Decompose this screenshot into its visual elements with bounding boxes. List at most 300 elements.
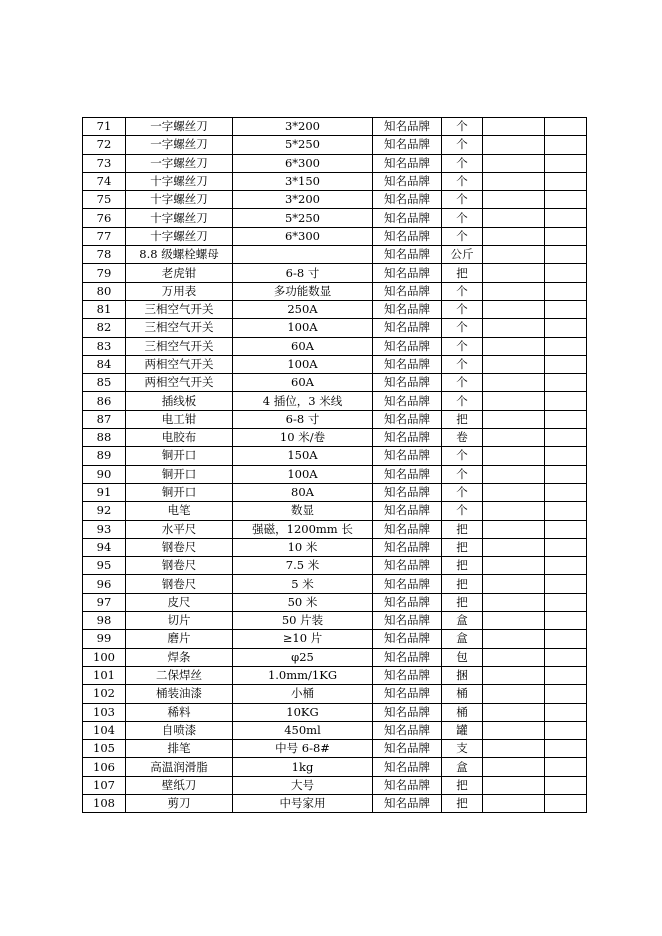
- cell-spec: 60A: [233, 374, 373, 392]
- cell-spec: 100A: [233, 355, 373, 373]
- cell-item-name: 铜开口: [126, 447, 233, 465]
- cell-item-name: 十字螺丝刀: [126, 172, 233, 190]
- table-row: [83, 447, 587, 465]
- cell-brand: 知名品牌: [373, 227, 442, 245]
- cell-spec: 6-8 寸: [233, 264, 373, 282]
- cell-empty-7: [545, 758, 587, 776]
- cell-empty-7: [545, 191, 587, 209]
- cell-spec: 小桶: [233, 685, 373, 703]
- cell-empty-6: [483, 776, 545, 794]
- cell-unit: 桶: [442, 703, 483, 721]
- cell-unit: 卷: [442, 429, 483, 447]
- cell-unit: 盒: [442, 758, 483, 776]
- cell-item-name: 排笔: [126, 740, 233, 758]
- cell-empty-7: [545, 557, 587, 575]
- table-row: [83, 392, 587, 410]
- cell-spec: 100A: [233, 465, 373, 483]
- table-row: [83, 282, 587, 300]
- cell-unit: 把: [442, 557, 483, 575]
- cell-unit: 个: [442, 172, 483, 190]
- cell-number: 104: [83, 721, 126, 739]
- cell-brand: 知名品牌: [373, 136, 442, 154]
- cell-item-name: 二保焊丝: [126, 666, 233, 684]
- cell-empty-7: [545, 209, 587, 227]
- table-row: [83, 612, 587, 630]
- cell-item-name: 稀料: [126, 703, 233, 721]
- cell-empty-7: [545, 300, 587, 318]
- cell-brand: 知名品牌: [373, 118, 442, 136]
- cell-empty-6: [483, 575, 545, 593]
- cell-empty-7: [545, 465, 587, 483]
- cell-spec: ≥10 片: [233, 630, 373, 648]
- cell-empty-6: [483, 666, 545, 684]
- cell-empty-6: [483, 154, 545, 172]
- cell-number: 74: [83, 172, 126, 190]
- cell-spec: 7.5 米: [233, 557, 373, 575]
- cell-empty-6: [483, 209, 545, 227]
- cell-item-name: 一字螺丝刀: [126, 118, 233, 136]
- table-row: [83, 209, 587, 227]
- cell-item-name: 万用表: [126, 282, 233, 300]
- cell-number: 84: [83, 355, 126, 373]
- cell-number: 86: [83, 392, 126, 410]
- cell-empty-6: [483, 520, 545, 538]
- cell-number: 75: [83, 191, 126, 209]
- cell-unit: 盒: [442, 612, 483, 630]
- cell-unit: 罐: [442, 721, 483, 739]
- cell-number: 98: [83, 612, 126, 630]
- cell-brand: 知名品牌: [373, 685, 442, 703]
- cell-brand: 知名品牌: [373, 172, 442, 190]
- cell-empty-7: [545, 776, 587, 794]
- cell-brand: 知名品牌: [373, 246, 442, 264]
- cell-unit: 桶: [442, 685, 483, 703]
- cell-spec: 150A: [233, 447, 373, 465]
- cell-item-name: 三相空气开关: [126, 319, 233, 337]
- cell-spec: 6*300: [233, 154, 373, 172]
- cell-spec: 1.0mm/1KG: [233, 666, 373, 684]
- cell-unit: 包: [442, 648, 483, 666]
- cell-spec: 50 片装: [233, 612, 373, 630]
- cell-spec: 多功能数显: [233, 282, 373, 300]
- cell-number: 83: [83, 337, 126, 355]
- cell-unit: 支: [442, 740, 483, 758]
- cell-unit: 把: [442, 410, 483, 428]
- cell-brand: 知名品牌: [373, 703, 442, 721]
- cell-item-name: 三相空气开关: [126, 300, 233, 318]
- cell-unit: 个: [442, 447, 483, 465]
- cell-empty-6: [483, 282, 545, 300]
- cell-empty-6: [483, 794, 545, 812]
- cell-empty-6: [483, 612, 545, 630]
- cell-empty-6: [483, 337, 545, 355]
- cell-item-name: 十字螺丝刀: [126, 227, 233, 245]
- cell-empty-7: [545, 410, 587, 428]
- table-row: [83, 557, 587, 575]
- cell-item-name: 水平尺: [126, 520, 233, 538]
- table-row: [83, 300, 587, 318]
- cell-brand: 知名品牌: [373, 337, 442, 355]
- cell-empty-7: [545, 630, 587, 648]
- table-row: [83, 666, 587, 684]
- cell-empty-6: [483, 740, 545, 758]
- cell-number: 107: [83, 776, 126, 794]
- table-row: [83, 630, 587, 648]
- cell-empty-7: [545, 374, 587, 392]
- cell-item-name: 两相空气开关: [126, 355, 233, 373]
- cell-unit: 个: [442, 355, 483, 373]
- cell-brand: 知名品牌: [373, 776, 442, 794]
- cell-number: 92: [83, 502, 126, 520]
- cell-empty-6: [483, 300, 545, 318]
- cell-empty-7: [545, 538, 587, 556]
- cell-unit: 公斤: [442, 246, 483, 264]
- cell-empty-6: [483, 172, 545, 190]
- cell-brand: 知名品牌: [373, 355, 442, 373]
- table-row: [83, 703, 587, 721]
- cell-spec: 中号家用: [233, 794, 373, 812]
- cell-empty-6: [483, 758, 545, 776]
- cell-empty-7: [545, 392, 587, 410]
- cell-empty-6: [483, 410, 545, 428]
- cell-brand: 知名品牌: [373, 447, 442, 465]
- cell-item-name: 老虎钳: [126, 264, 233, 282]
- cell-number: 85: [83, 374, 126, 392]
- cell-item-name: 电笔: [126, 502, 233, 520]
- table-row: [83, 721, 587, 739]
- cell-empty-7: [545, 227, 587, 245]
- cell-item-name: 铜开口: [126, 483, 233, 501]
- cell-empty-7: [545, 246, 587, 264]
- table-row: [83, 483, 587, 501]
- cell-unit: 个: [442, 154, 483, 172]
- cell-number: 108: [83, 794, 126, 812]
- table-row: [83, 136, 587, 154]
- table-row: [83, 118, 587, 136]
- cell-brand: 知名品牌: [373, 648, 442, 666]
- cell-empty-7: [545, 337, 587, 355]
- cell-empty-7: [545, 154, 587, 172]
- table-row: [83, 758, 587, 776]
- cell-number: 88: [83, 429, 126, 447]
- cell-empty-7: [545, 282, 587, 300]
- cell-spec: 450ml: [233, 721, 373, 739]
- cell-empty-7: [545, 264, 587, 282]
- cell-number: 105: [83, 740, 126, 758]
- cell-unit: 个: [442, 319, 483, 337]
- cell-unit: 个: [442, 136, 483, 154]
- table-body: [83, 118, 587, 813]
- cell-empty-6: [483, 557, 545, 575]
- cell-unit: 把: [442, 794, 483, 812]
- cell-spec: 80A: [233, 483, 373, 501]
- cell-item-name: 十字螺丝刀: [126, 209, 233, 227]
- cell-brand: 知名品牌: [373, 410, 442, 428]
- cell-empty-7: [545, 648, 587, 666]
- cell-number: 89: [83, 447, 126, 465]
- cell-brand: 知名品牌: [373, 593, 442, 611]
- cell-spec: 中号 6-8#: [233, 740, 373, 758]
- cell-spec: 100A: [233, 319, 373, 337]
- cell-item-name: 剪刀: [126, 794, 233, 812]
- cell-unit: 捆: [442, 666, 483, 684]
- cell-empty-6: [483, 191, 545, 209]
- cell-brand: 知名品牌: [373, 721, 442, 739]
- cell-item-name: 壁纸刀: [126, 776, 233, 794]
- cell-number: 97: [83, 593, 126, 611]
- cell-brand: 知名品牌: [373, 374, 442, 392]
- cell-number: 77: [83, 227, 126, 245]
- cell-spec: 3*200: [233, 191, 373, 209]
- cell-empty-7: [545, 136, 587, 154]
- cell-item-name: 铜开口: [126, 465, 233, 483]
- cell-empty-7: [545, 118, 587, 136]
- cell-empty-6: [483, 685, 545, 703]
- cell-number: 99: [83, 630, 126, 648]
- cell-item-name: 磨片: [126, 630, 233, 648]
- cell-spec: 10 米: [233, 538, 373, 556]
- cell-unit: 个: [442, 282, 483, 300]
- cell-empty-6: [483, 593, 545, 611]
- cell-empty-7: [545, 612, 587, 630]
- cell-item-name: 焊条: [126, 648, 233, 666]
- cell-item-name: 钢卷尺: [126, 575, 233, 593]
- table-row: [83, 502, 587, 520]
- cell-empty-7: [545, 172, 587, 190]
- cell-brand: 知名品牌: [373, 612, 442, 630]
- cell-brand: 知名品牌: [373, 154, 442, 172]
- cell-empty-7: [545, 355, 587, 373]
- cell-unit: 把: [442, 520, 483, 538]
- cell-empty-6: [483, 429, 545, 447]
- cell-item-name: 钢卷尺: [126, 557, 233, 575]
- cell-empty-6: [483, 465, 545, 483]
- table-row: [83, 154, 587, 172]
- table-row: [83, 191, 587, 209]
- cell-unit: 个: [442, 227, 483, 245]
- table-row: [83, 776, 587, 794]
- cell-item-name: 8.8 级螺栓螺母: [126, 246, 233, 264]
- cell-unit: 个: [442, 483, 483, 501]
- cell-unit: 把: [442, 264, 483, 282]
- table-row: [83, 465, 587, 483]
- table-row: [83, 520, 587, 538]
- cell-number: 80: [83, 282, 126, 300]
- table-row: [83, 429, 587, 447]
- cell-brand: 知名品牌: [373, 282, 442, 300]
- cell-spec: 数显: [233, 502, 373, 520]
- cell-spec: 60A: [233, 337, 373, 355]
- cell-spec: 6*300: [233, 227, 373, 245]
- cell-item-name: 自喷漆: [126, 721, 233, 739]
- cell-unit: 个: [442, 502, 483, 520]
- cell-spec: 6-8 寸: [233, 410, 373, 428]
- cell-spec: 4 插位，3 米线: [233, 392, 373, 410]
- cell-unit: 个: [442, 209, 483, 227]
- cell-brand: 知名品牌: [373, 465, 442, 483]
- cell-brand: 知名品牌: [373, 209, 442, 227]
- cell-unit: 把: [442, 538, 483, 556]
- cell-empty-6: [483, 264, 545, 282]
- cell-empty-7: [545, 666, 587, 684]
- cell-number: 93: [83, 520, 126, 538]
- cell-unit: 个: [442, 465, 483, 483]
- table-row: [83, 246, 587, 264]
- cell-item-name: 一字螺丝刀: [126, 154, 233, 172]
- cell-empty-6: [483, 136, 545, 154]
- cell-item-name: 皮尺: [126, 593, 233, 611]
- cell-unit: 个: [442, 337, 483, 355]
- cell-number: 79: [83, 264, 126, 282]
- cell-number: 82: [83, 319, 126, 337]
- cell-empty-7: [545, 483, 587, 501]
- cell-number: 73: [83, 154, 126, 172]
- table-row: [83, 319, 587, 337]
- cell-number: 91: [83, 483, 126, 501]
- table-row: [83, 264, 587, 282]
- table-row: [83, 575, 587, 593]
- cell-spec: 10KG: [233, 703, 373, 721]
- cell-number: 90: [83, 465, 126, 483]
- cell-unit: 个: [442, 300, 483, 318]
- cell-empty-7: [545, 703, 587, 721]
- cell-unit: 个: [442, 392, 483, 410]
- cell-brand: 知名品牌: [373, 483, 442, 501]
- cell-brand: 知名品牌: [373, 191, 442, 209]
- cell-empty-7: [545, 319, 587, 337]
- cell-spec: 强磁，1200mm 长: [233, 520, 373, 538]
- table-row: [83, 648, 587, 666]
- table-row: [83, 172, 587, 190]
- cell-empty-6: [483, 227, 545, 245]
- table-row: [83, 685, 587, 703]
- cell-unit: 把: [442, 593, 483, 611]
- cell-number: 94: [83, 538, 126, 556]
- table-row: [83, 538, 587, 556]
- cell-item-name: 切片: [126, 612, 233, 630]
- cell-number: 101: [83, 666, 126, 684]
- cell-unit: 把: [442, 776, 483, 794]
- cell-empty-7: [545, 593, 587, 611]
- cell-number: 72: [83, 136, 126, 154]
- cell-item-name: 两相空气开关: [126, 374, 233, 392]
- cell-brand: 知名品牌: [373, 429, 442, 447]
- table-row: [83, 794, 587, 812]
- cell-number: 71: [83, 118, 126, 136]
- cell-number: 106: [83, 758, 126, 776]
- cell-empty-6: [483, 355, 545, 373]
- cell-number: 102: [83, 685, 126, 703]
- cell-empty-6: [483, 703, 545, 721]
- cell-empty-7: [545, 502, 587, 520]
- cell-brand: 知名品牌: [373, 794, 442, 812]
- cell-spec: [233, 246, 373, 264]
- cell-empty-6: [483, 447, 545, 465]
- cell-brand: 知名品牌: [373, 575, 442, 593]
- cell-empty-7: [545, 447, 587, 465]
- cell-brand: 知名品牌: [373, 740, 442, 758]
- cell-brand: 知名品牌: [373, 502, 442, 520]
- cell-item-name: 十字螺丝刀: [126, 191, 233, 209]
- materials-table: [82, 117, 587, 813]
- cell-empty-7: [545, 685, 587, 703]
- cell-number: 100: [83, 648, 126, 666]
- cell-number: 87: [83, 410, 126, 428]
- table-row: [83, 410, 587, 428]
- cell-brand: 知名品牌: [373, 538, 442, 556]
- cell-unit: 个: [442, 374, 483, 392]
- cell-brand: 知名品牌: [373, 557, 442, 575]
- cell-unit: 把: [442, 575, 483, 593]
- cell-empty-7: [545, 520, 587, 538]
- cell-spec: 3*200: [233, 118, 373, 136]
- cell-brand: 知名品牌: [373, 520, 442, 538]
- cell-spec: 3*150: [233, 172, 373, 190]
- cell-number: 78: [83, 246, 126, 264]
- cell-number: 76: [83, 209, 126, 227]
- cell-empty-6: [483, 630, 545, 648]
- cell-spec: 250A: [233, 300, 373, 318]
- cell-empty-6: [483, 721, 545, 739]
- cell-brand: 知名品牌: [373, 264, 442, 282]
- cell-spec: 大号: [233, 776, 373, 794]
- table-row: [83, 227, 587, 245]
- cell-item-name: 插线板: [126, 392, 233, 410]
- cell-spec: 5 米: [233, 575, 373, 593]
- cell-brand: 知名品牌: [373, 758, 442, 776]
- cell-number: 103: [83, 703, 126, 721]
- cell-brand: 知名品牌: [373, 666, 442, 684]
- cell-brand: 知名品牌: [373, 300, 442, 318]
- cell-item-name: 钢卷尺: [126, 538, 233, 556]
- cell-empty-7: [545, 721, 587, 739]
- cell-spec: φ25: [233, 648, 373, 666]
- cell-spec: 10 米/卷: [233, 429, 373, 447]
- cell-brand: 知名品牌: [373, 319, 442, 337]
- cell-brand: 知名品牌: [373, 630, 442, 648]
- cell-spec: 1kg: [233, 758, 373, 776]
- table-row: [83, 337, 587, 355]
- cell-unit: 盒: [442, 630, 483, 648]
- cell-item-name: 三相空气开关: [126, 337, 233, 355]
- cell-empty-6: [483, 392, 545, 410]
- table-row: [83, 593, 587, 611]
- cell-empty-7: [545, 794, 587, 812]
- cell-number: 95: [83, 557, 126, 575]
- cell-empty-6: [483, 374, 545, 392]
- cell-number: 96: [83, 575, 126, 593]
- cell-item-name: 高温润滑脂: [126, 758, 233, 776]
- cell-spec: 50 米: [233, 593, 373, 611]
- cell-empty-6: [483, 648, 545, 666]
- cell-empty-7: [545, 740, 587, 758]
- cell-empty-6: [483, 118, 545, 136]
- cell-item-name: 电工钳: [126, 410, 233, 428]
- cell-spec: 5*250: [233, 136, 373, 154]
- cell-item-name: 电胶布: [126, 429, 233, 447]
- cell-empty-6: [483, 319, 545, 337]
- table-row: [83, 355, 587, 373]
- cell-unit: 个: [442, 191, 483, 209]
- cell-empty-7: [545, 429, 587, 447]
- cell-number: 81: [83, 300, 126, 318]
- cell-empty-6: [483, 483, 545, 501]
- cell-empty-6: [483, 246, 545, 264]
- cell-empty-6: [483, 538, 545, 556]
- cell-unit: 个: [442, 118, 483, 136]
- table-row: [83, 740, 587, 758]
- table-row: [83, 374, 587, 392]
